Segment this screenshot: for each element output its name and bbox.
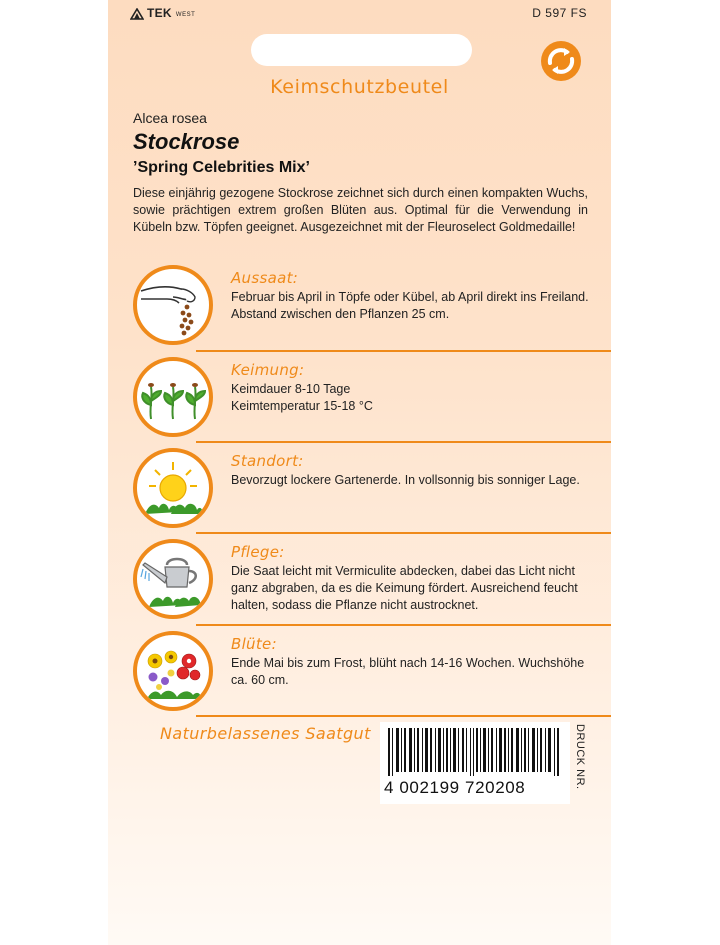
footer-note: Naturbelassenes Saatgut	[160, 724, 371, 743]
seedlings-icon	[133, 357, 213, 437]
step-text: Die Saat leicht mit Vermiculite abdecken, dabei das Licht nicht ganz abgraben, da es die Keimung fördert. Ausreichend feucht halten, sodass die Pflanze nicht austrocknet.	[231, 564, 578, 612]
step-bloom	[108, 626, 611, 718]
barcode-icon	[388, 728, 562, 776]
step-title: Aussaat:	[231, 269, 299, 287]
step-germination	[108, 352, 611, 444]
print-number-label: DRUCK NR.	[574, 724, 586, 790]
flowers-icon	[133, 631, 213, 711]
plant-name: Stockrose	[133, 129, 240, 154]
divider	[196, 715, 611, 717]
article-code: D 597 FS	[532, 6, 587, 20]
brand-logo	[130, 6, 195, 20]
step-sowing	[108, 260, 611, 352]
tekwest-logo-icon	[130, 7, 144, 19]
barcode	[380, 722, 570, 804]
barcode-number: 4 002199 720208	[384, 778, 526, 797]
step-text-line: Keimtemperatur 15-18 °C	[231, 399, 373, 413]
latin-name: Alcea rosea	[133, 110, 207, 126]
step-text: Ende Mai bis zum Frost, blüht nach 14-16 Wochen. Wuchshöhe ca. 60 cm.	[231, 656, 585, 687]
step-text: Februar bis April in Töpfe oder Kübel, ab April direkt ins Freiland. Abstand zwischen den Pflanzen 25 cm.	[231, 290, 589, 321]
step-text-line: Keimdauer 8-10 Tage	[231, 382, 351, 396]
description: Diese einjährig gezogene Stockrose zeichnet sich durch einen kompakten Wuchs, sowie prächtigen extrem großen Blüten aus. Optimal für die Verwendung in Kübeln bzw. Töpfen geeignet. Ausgezeichnet mit der Fleuroselect Goldmedaille!	[133, 186, 588, 234]
seed-packet-back	[108, 0, 611, 945]
watering-can-icon	[133, 539, 213, 619]
step-location	[108, 443, 611, 535]
step-title: Pflege:	[231, 543, 285, 561]
step-text: Bevorzugt lockere Gartenerde. In vollsonnig bis sonniger Lage.	[231, 473, 580, 487]
step-care	[108, 534, 611, 626]
step-title: Keimung:	[231, 361, 305, 379]
sowing-hand-icon	[133, 265, 213, 345]
step-title: Blüte:	[231, 635, 277, 653]
step-title: Standort:	[231, 452, 304, 470]
variety-name: ’Spring Celebrities Mix’	[133, 159, 310, 176]
sun-icon	[133, 448, 213, 528]
blank-label-area	[251, 34, 472, 66]
brand-suffix: WEST	[175, 11, 196, 18]
step-text-block	[231, 381, 596, 415]
brand-name: TEK	[147, 6, 172, 20]
section-title: Keimschutzbeutel	[270, 76, 449, 98]
